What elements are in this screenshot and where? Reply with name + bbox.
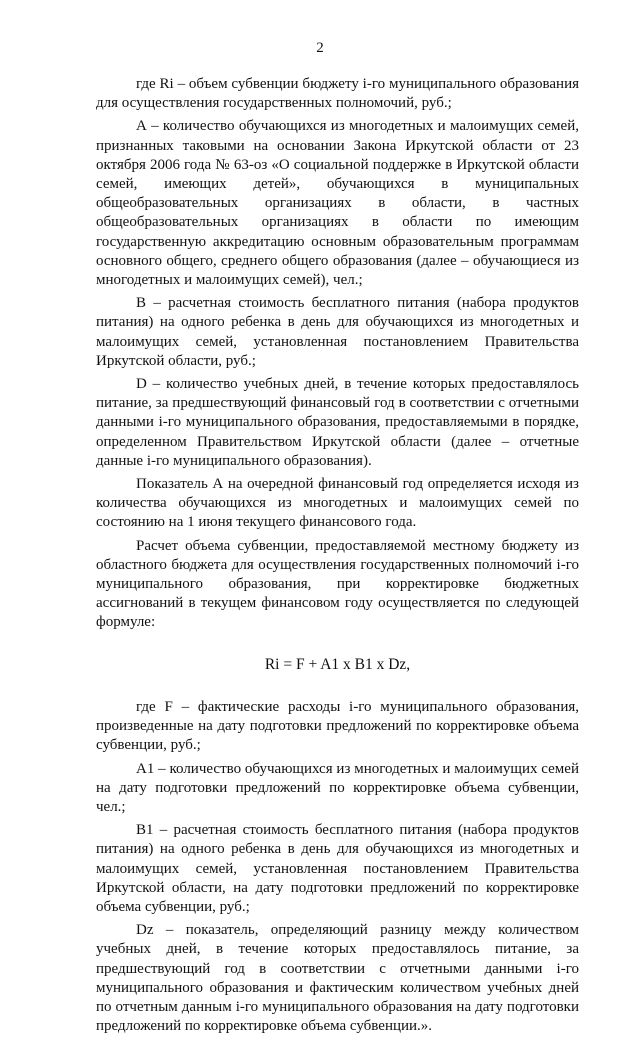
definition-b1: B1 – расчетная стоимость бесплатного питания (набора продуктов питания) на одного ребенка в день для обучающихся из многодетных и малоимущих семей, установленная постановлением Правительства Иркутской области, на дату подготовки предложений по корректировке объема субвенции, руб.;	[96, 822, 579, 915]
definition-f: где F – фактические расходы i-го муниципального образования, произведенные на дату подготовки предложений по корректировке объема субвенции, руб.;	[96, 698, 579, 754]
paragraph-d-definition: D – количество учебных дней, в течение которых предоставлялось питание, за предшествующий финансовый год в соответствии с отчетными данными i-го муниципального образования, предоставляемыми в порядке, определенном Правительством Иркутской области (далее – отчетные данные i-го муниципального образования).	[96, 376, 579, 469]
formula: Ri = F + A1 x B1 x Dz,	[264, 655, 411, 673]
paragraph-indicator-a: Показатель А на очередной финансовый год определяется исходя из количества обучающихся из многодетных и малоимущих семей по состоянию на 1 июня текущего финансового года.	[96, 476, 579, 531]
paragraph-ri-definition: где Ri – объем субвенции бюджету i-го муниципального образования для осуществления государственных полномочий, руб.;	[96, 76, 579, 112]
paragraph-calculation-intro: Расчет объема субвенции, предоставляемой местному бюджету из областного бюджета для осуществления государственных полномочий i-го муниципального образования, при корректировке бюджетных ассигнований в текущем финансовом году осуществляется по следующей формуле:	[96, 537, 579, 631]
definition-a1: A1 – количество обучающихся из многодетных и малоимущих семей на дату подготовки предложений по корректировке объема субвенции, чел.;	[96, 760, 579, 815]
paragraph-b-definition: В – расчетная стоимость бесплатного питания (набора продуктов питания) на одного ребенка в день для обучающихся из многодетных и малоимущих семей, установленная постановлением Правительства Иркутской области, руб.;	[96, 295, 579, 369]
document-body	[96, 75, 579, 1040]
paragraph-a-definition: А – количество обучающихся из многодетных и малоимущих семей, признанных таковыми на основании Закона Иркутской области от 23 октября 2006 года № 63-оз «О социальной поддержке в Иркутской области семей, имеющих детей», обучающихся в муниципальных общеобразовательных организациях в области, в частных общеобразовательных организациях в области по имеющим государственную аккредитацию основным образовательным программам основного общего, среднего общего образования (далее – обучающиеся из многодетных и малоимущих семей), чел.;	[96, 118, 579, 289]
page-number: 2	[316, 40, 324, 56]
definition-dz: Dz – показатель, определяющий разницу между количеством учебных дней, в течение которых предоставлялось питание, за предшествующий год в соответствии с отчетными данными i-го муниципального образования и фактическим количеством учебных дней по отчетным данным i-го муниципального образования на дату подготовки предложений по корректировке объема субвенции.».	[96, 922, 579, 1035]
